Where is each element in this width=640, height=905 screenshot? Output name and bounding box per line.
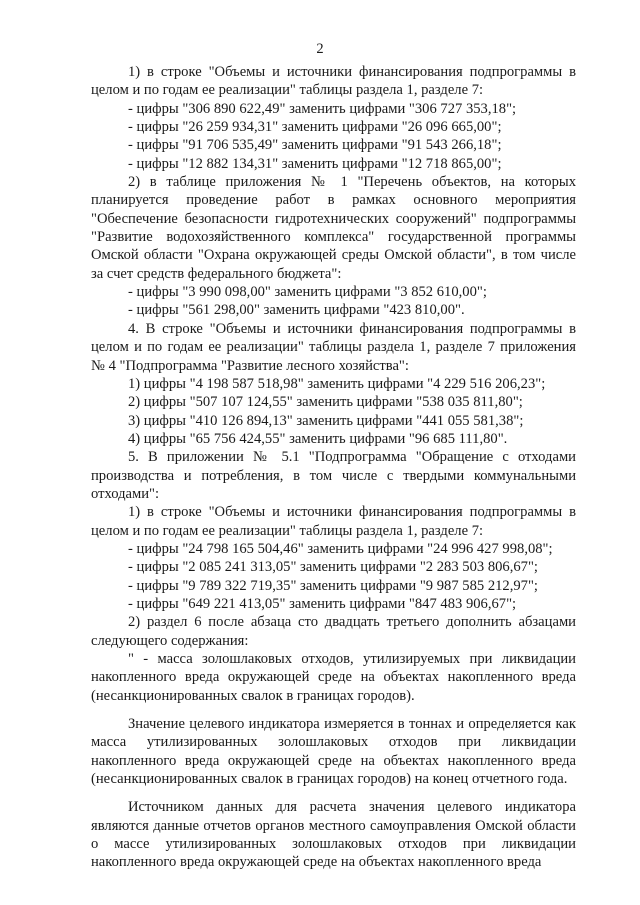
- document-body: [91, 63, 576, 872]
- quoted-paragraph: " - масса золошлаковых отходов, утилизируемых при ликвидации накопленного вреда окружающей среде на объектах накопленного вреда (несанкционированных свалок в границах городов).: [91, 651, 576, 704]
- paragraph-5: 5. В приложении № 5.1 "Подпрограмма "Обращение с отходами производства и потребления, в том числе с твердыми коммунальными отходами":: [91, 449, 576, 502]
- change-line: - цифры "9 789 322 719,35" заменить цифрами "9 987 585 212,97";: [128, 577, 538, 594]
- change-line: - цифры "12 882 134,31" заменить цифрами "12 718 865,00";: [128, 155, 502, 172]
- change-line: - цифры "2 085 241 313,05" заменить цифрами "2 283 503 806,67";: [128, 559, 538, 576]
- paragraph-1: 1) в строке "Объемы и источники финансирования подпрограммы в целом и по годам ее реализации" таблицы раздела 1, разделе 7:: [91, 64, 576, 99]
- indicator-paragraph: Значение целевого индикатора измеряется в тоннах и определяется как масса утилизированных золошлаковых отходов при ликвидации накопленного вреда окружающей среде на объектах накопленного вреда (несанкционированных свалок в границах городов) на конец отчетного года.: [91, 716, 576, 788]
- change-line: - цифры "649 221 413,05" заменить цифрами "847 483 906,67";: [128, 595, 517, 612]
- change-line: - цифры "3 990 098,00" заменить цифрами "3 852 610,00";: [128, 284, 487, 301]
- paragraph-5-2: 2) раздел 6 после абзаца сто двадцать третьего дополнить абзацами следующего содержания:: [91, 614, 576, 649]
- paragraph-5-1: 1) в строке "Объемы и источники финансирования подпрограммы в целом и по годам ее реализации" таблицы раздела 1, разделе 7:: [91, 504, 576, 539]
- change-line: - цифры "26 259 934,31" заменить цифрами "26 096 665,00";: [128, 119, 502, 136]
- change-line: 4) цифры "65 756 424,55" заменить цифрами "96 685 111,80".: [128, 430, 508, 447]
- change-line: 1) цифры "4 198 587 518,98" заменить цифрами "4 229 516 206,23";: [128, 375, 546, 392]
- change-line: - цифры "306 890 622,49" заменить цифрами "306 727 353,18";: [128, 100, 517, 117]
- paragraph-2: 2) в таблице приложения № 1 "Перечень объектов, на которых планируется проведение работ в рамках основного мероприятия "Обеспечение безопасности гидротехнических сооружений" подпрограммы "Развитие водохозяйственного комплекса" государственной программы Омской области "Охрана окружающей среды Омской области", в том числе за счет средств федерального бюджета":: [91, 174, 576, 282]
- change-line: - цифры "91 706 535,49" заменить цифрами "91 543 266,18";: [128, 137, 502, 154]
- data-source-paragraph: Источником данных для расчета значения целевого индикатора являются данные отчетов органов местного самоуправления Омской области о массе утилизированных золошлаковых отходов при ликвидации накопленного вреда окружающей среде на объектах накопленного вреда: [91, 799, 576, 871]
- page-number: 2: [316, 41, 324, 57]
- change-line: - цифры "561 298,00" заменить цифрами "423 810,00".: [128, 302, 465, 319]
- change-line: - цифры "24 798 165 504,46" заменить цифрами "24 996 427 998,08";: [128, 540, 553, 557]
- change-line: 3) цифры "410 126 894,13" заменить цифрами "441 055 581,38";: [128, 412, 524, 429]
- paragraph-4: 4. В строке "Объемы и источники финансирования подпрограммы в целом и по годам ее реализации" таблицы раздела 1, разделе 7 приложения № 4 "Подпрограмма "Развитие лесного хозяйства":: [91, 320, 576, 374]
- change-line: 2) цифры "507 107 124,55" заменить цифрами "538 035 811,80";: [128, 394, 523, 411]
